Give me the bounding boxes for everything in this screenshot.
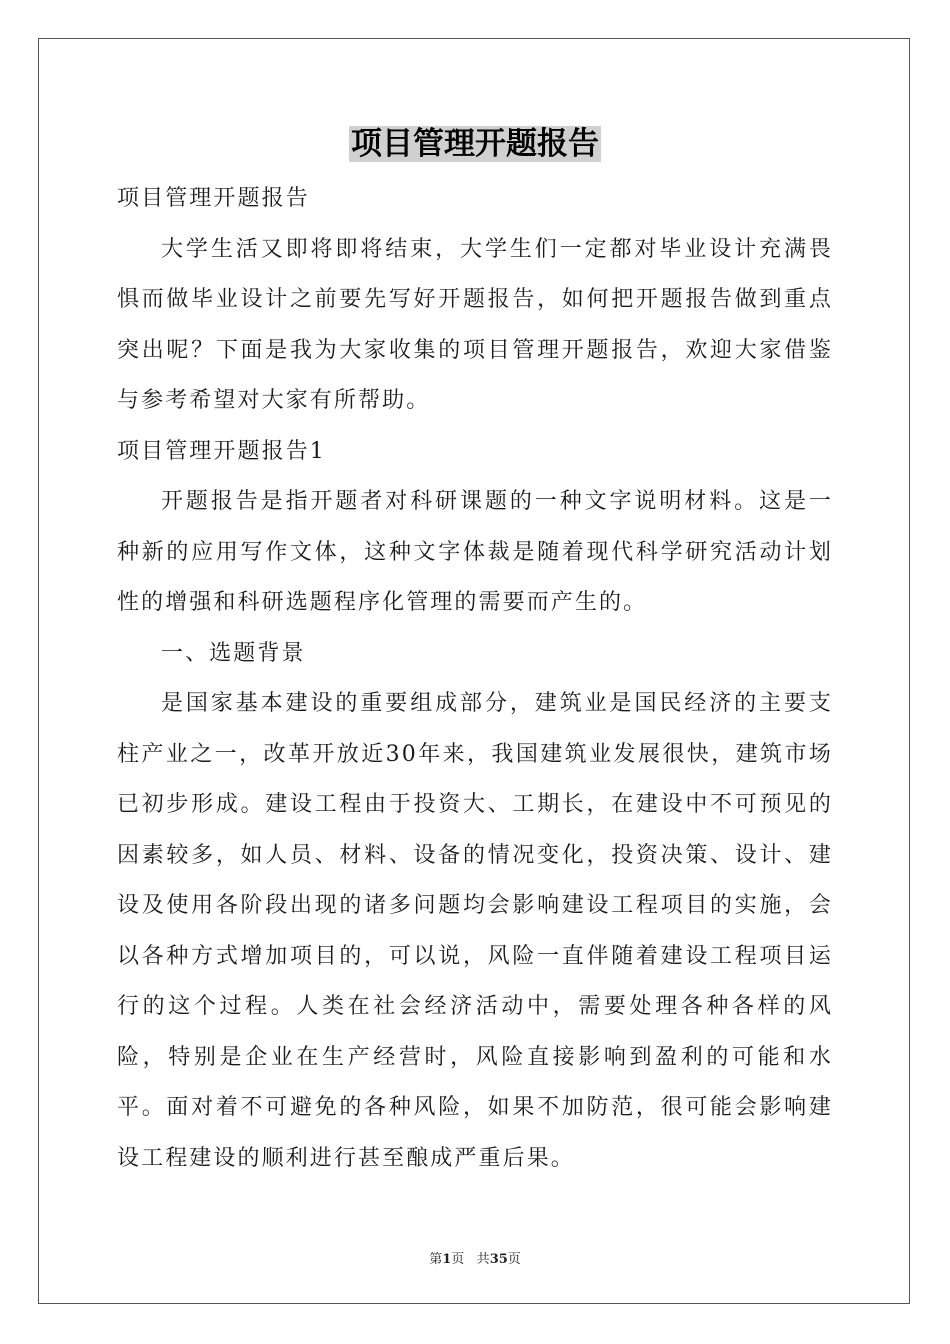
page-suffix: 页	[451, 1252, 465, 1267]
page-number: 1	[442, 1252, 452, 1267]
total-prefix: 共	[476, 1252, 490, 1267]
section-heading: 一、选题背景	[161, 640, 306, 666]
page-footer	[0, 1248, 950, 1267]
paragraph: 大学生活又即将即将结束，大学生们一定都对毕业设计充满畏惧而做毕业设计之前要先写好开题报告，如何把开题报告做到重点突出呢？下面是我为大家收集的项目管理开题报告，欢迎大家借鉴与参考希望对大家有所帮助。	[117, 236, 833, 413]
paragraph: 是国家基本建设的重要组成部分，建筑业是国民经济的主要支柱产业之一，改革开放近30年来，我国建筑业发展很快，建筑市场已初步形成。建设工程由于投资大、工期长，在建设中不可预见的因素较多，如人员、材料、设备的情况变化，投资决策、设计、建设及使用各阶段出现的诸多问题均会影响建设工程项目的实施，会以各种方式增加项目的，可以说，风险一直伴随着建设工程项目运行的这个过程。人类在社会经济活动中，需要处理各种各样的风险，特别是企业在生产经营时，风险直接影响到盈利的可能和水平。面对着不可避免的各种风险，如果不加防范，很可能会影响建设工程建设的顺利进行甚至酿成严重后果。	[117, 691, 833, 1171]
paragraph: 开题报告是指开题者对科研课题的一种文字说明材料。这是一种新的应用写作文体，这种文字体裁是随着现代科学研究活动计划性的增强和科研选题程序化管理的需要而产生的。	[117, 489, 833, 615]
document-body	[117, 174, 833, 1184]
total-suffix: 页	[507, 1252, 521, 1267]
page-prefix: 第	[429, 1252, 443, 1267]
paragraph: 项目管理开题报告	[117, 186, 310, 211]
total-pages: 35	[489, 1252, 508, 1267]
paragraph: 项目管理开题报告1	[117, 438, 326, 464]
document-title	[0, 122, 950, 166]
document-title-text: 项目管理开题报告	[351, 126, 599, 162]
